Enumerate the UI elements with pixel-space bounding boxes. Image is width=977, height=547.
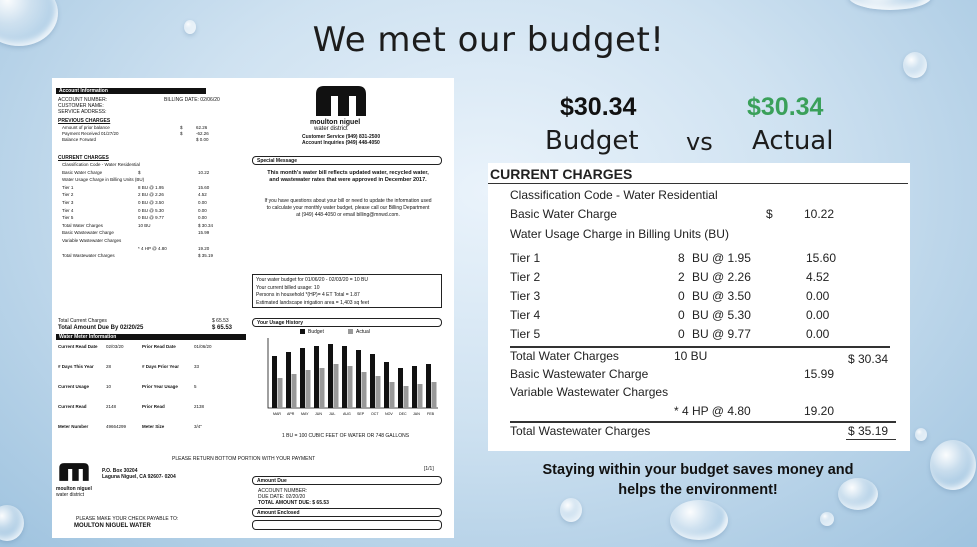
bill-cc-amount: 0.00 xyxy=(198,207,207,213)
tier-label: Tier 4 xyxy=(510,308,541,322)
meter-value: 02/03/20 xyxy=(106,344,124,349)
budget-line: Estimated landscape irrigation area = 1,403 sq feet xyxy=(256,299,369,306)
special-message-label: Special Message xyxy=(257,158,298,164)
bill-cc-label: Tier 1 xyxy=(62,184,74,190)
actual-bar xyxy=(404,386,409,408)
meter-label: Current Read xyxy=(58,404,87,409)
total-due-amount: $ 65.53 xyxy=(212,325,233,331)
current-charges-zoom xyxy=(488,163,910,451)
total-current-amount: $ 65.53 xyxy=(212,318,229,324)
tier-units: 0 xyxy=(678,327,685,341)
meter-info-header: Water Meter Information xyxy=(56,334,246,340)
meter-label: Current Read Date xyxy=(58,344,98,349)
bill-cc-amount: 0.00 xyxy=(198,215,207,221)
meter-label-2: Prior Year Usage xyxy=(142,384,178,389)
bill-cc-amount: 19.20 xyxy=(198,245,210,251)
footer-message xyxy=(488,460,908,500)
prev-row-label: Balance Forward xyxy=(62,137,97,142)
bill-cc-rate: 0 BU @ 9.77 xyxy=(138,215,164,221)
prev-row-currency: $ xyxy=(180,131,183,136)
meter-label-2: Meter Size xyxy=(142,424,165,429)
customer-name-label: CUSTOMER NAME: xyxy=(58,103,104,109)
budget-line: Your water budget for 01/06/20 - 02/03/20 = 10 BU xyxy=(256,277,368,283)
bill-cc-amount: 15.60 xyxy=(198,184,210,190)
total-water-units: 10 BU xyxy=(674,349,708,363)
month-tick: OCT xyxy=(371,412,379,416)
budget-line: Persons in household *(HP)= 4 ET Total = 1.87 xyxy=(256,292,360,298)
total-water-rule xyxy=(510,346,890,348)
tier-rate: BU @ 1.95 xyxy=(692,251,751,265)
amount-enclosed-box xyxy=(252,508,442,517)
page-indicator: [1/1] xyxy=(424,466,434,472)
variable-wastewater-label: Variable Wastewater Charges xyxy=(510,385,669,399)
actual-label: Actual xyxy=(752,126,834,156)
slide-title: We met our budget! xyxy=(312,20,665,60)
total-due-label: Total Amount Due By 02/20/25 xyxy=(58,325,144,331)
stub-logo-name: moulton niguel xyxy=(56,486,92,492)
previous-charges-header: PREVIOUS CHARGES xyxy=(58,118,111,124)
service-address-label: SERVICE ADDRESS: xyxy=(58,109,107,115)
vs-label: vs xyxy=(686,128,713,156)
amount-due-label: Amount Due xyxy=(257,478,287,484)
return-note: PLEASE RETURN BOTTOM PORTION WITH YOUR PAYMENT xyxy=(172,456,316,462)
account-info-header: Account Information xyxy=(56,88,206,94)
water-droplet xyxy=(0,505,24,541)
month-tick: JUN xyxy=(315,412,322,416)
tier-amount: 0.00 xyxy=(806,289,830,303)
bill-cc-label: Basic Wastewater Charge xyxy=(62,230,114,236)
bill-cc-label: Tier 5 xyxy=(62,215,74,221)
amount-enclosed-field xyxy=(252,520,442,530)
water-bill-scan xyxy=(52,78,454,538)
total-water-label: Total Water Charges xyxy=(510,349,619,363)
legend-budget-label: Budget xyxy=(308,329,324,335)
month-tick: SEP xyxy=(357,412,365,416)
meter-value: 49664299 xyxy=(106,424,127,429)
due-date: DUE DATE: 02/20/20 xyxy=(258,494,306,500)
water-droplet xyxy=(930,440,976,490)
prev-row-amount: -62.26 xyxy=(196,131,209,136)
total-wastewater-rule xyxy=(510,421,896,423)
amount-due-box xyxy=(252,476,442,485)
billing-date: BILLING DATE: 02/06/20 xyxy=(164,97,220,103)
actual-bar xyxy=(390,382,395,408)
tier-label: Tier 5 xyxy=(510,327,541,341)
actual-bar xyxy=(292,374,297,408)
logo-m-icon xyxy=(314,84,368,118)
month-tick: FEB xyxy=(427,412,434,416)
actual-legend-swatch xyxy=(348,329,353,334)
tier-amount: 15.60 xyxy=(806,251,837,265)
meter-value-2: 3/4" xyxy=(194,424,202,429)
payee-name: MOULTON NIGUEL WATER xyxy=(74,523,151,529)
bill-cc-amount: 0.00 xyxy=(198,200,207,205)
tier-amount: 0.00 xyxy=(806,327,830,341)
tier-amount: 0.00 xyxy=(806,308,830,322)
tier-rate: BU @ 2.26 xyxy=(692,270,751,284)
prev-row-currency: $ xyxy=(180,125,183,130)
variable-wastewater-amount: 19.20 xyxy=(804,404,835,418)
bill-cc-label: Water Usage Charge in Billing Units (BU) xyxy=(62,177,145,183)
water-droplet xyxy=(915,428,927,441)
actual-bar xyxy=(432,382,437,408)
special-message-body: If you have questions about your bill or need to update the information used to calculate your monthly water budget, please call our Billing Department at (949) 448-4050 or email billing@mnwd.com. xyxy=(264,198,432,218)
meter-value: 10 xyxy=(106,384,112,389)
meter-label: Current Usage xyxy=(58,384,90,389)
water-droplet xyxy=(560,498,582,522)
total-wastewater-underline xyxy=(846,439,896,440)
meter-label: # Days This Year xyxy=(58,364,94,369)
stub-logo-m-icon xyxy=(58,462,90,482)
tier-units: 8 xyxy=(678,251,685,265)
actual-bar xyxy=(362,372,367,408)
bill-cc-label: Tier 2 xyxy=(62,192,74,198)
bill-cc-rate: 0 BU @ 5.30 xyxy=(138,207,164,213)
tier-units: 2 xyxy=(678,270,685,284)
meter-label-2: Prior Read xyxy=(142,404,165,409)
meter-value-2: 01/06/20 xyxy=(194,344,212,349)
variable-wastewater-detail: * 4 HP @ 4.80 xyxy=(674,404,751,418)
bill-cc-label: Tier 3 xyxy=(62,200,74,205)
tier-rate: BU @ 3.50 xyxy=(692,289,751,303)
special-message-bold: This month's water bill reflects updated water, recycled water, and wastewater rates that were approved in December 2017. xyxy=(267,170,429,183)
bill-cc-amount: $ 35.19 xyxy=(198,253,214,259)
tier-label: Tier 2 xyxy=(510,270,541,284)
footer-line-1: Staying within your budget saves money and xyxy=(542,462,854,478)
usage-history-chart xyxy=(258,336,440,418)
actual-bar xyxy=(320,368,325,408)
budget-bar xyxy=(412,366,417,408)
header-rule xyxy=(488,183,908,184)
budget-bar xyxy=(272,356,277,408)
meter-value: 28 xyxy=(106,364,112,369)
budget-bar xyxy=(370,354,375,408)
po-city: Laguna Niguel, CA 92607- 0204 xyxy=(102,474,176,480)
month-tick: AUG xyxy=(343,412,351,416)
bill-cc-rate: $ xyxy=(138,169,141,175)
bill-cc-rate: 8 BU @ 1.95 xyxy=(138,184,164,190)
tier-label: Tier 3 xyxy=(510,289,541,303)
po-box: P.O. Box 30204 xyxy=(102,468,138,474)
bill-cc-label: Classification Code - Water Residential xyxy=(62,162,140,167)
customer-service: Customer Service (949) 831-2500 xyxy=(302,134,381,140)
bill-current-charges-header: CURRENT CHARGES xyxy=(58,155,109,161)
usage-history-box xyxy=(252,318,442,327)
tier-rate: BU @ 5.30 xyxy=(692,308,751,322)
bill-cc-label: Total Water Charges xyxy=(62,222,103,228)
total-water-amount: $ 30.34 xyxy=(848,352,889,366)
water-droplet xyxy=(670,500,728,540)
prev-row-amount: $ 0.00 xyxy=(196,137,209,142)
bill-cc-label: Total Wastewater Charges xyxy=(62,253,115,259)
month-tick: MAR xyxy=(273,412,281,416)
basic-water-amount: 10.22 xyxy=(804,207,835,221)
actual-bar xyxy=(334,364,339,408)
bill-cc-rate: 0 BU @ 3.50 xyxy=(138,200,164,205)
account-inquiries: Account Inquiries (949) 448-4050 xyxy=(302,140,380,146)
month-tick: JAN xyxy=(413,412,420,416)
meter-label-2: Prior Read Date xyxy=(142,344,176,349)
budget-label: Budget xyxy=(545,126,639,156)
bill-cc-label: Tier 4 xyxy=(62,207,74,213)
account-number-label: ACCOUNT NUMBER: xyxy=(58,97,108,103)
meter-value: 2148 xyxy=(106,404,117,409)
basic-water-label: Basic Water Charge xyxy=(510,207,617,221)
tier-amount: 4.52 xyxy=(806,270,830,284)
due-account-label: ACCOUNT NUMBER: xyxy=(258,488,308,494)
actual-bar xyxy=(306,370,311,408)
prev-row-label: Payment Received 01/27/20 xyxy=(62,131,119,136)
prev-row-amount: 62.26 xyxy=(196,125,208,130)
wastewater-amount: 15.99 xyxy=(804,367,835,381)
month-tick: APR xyxy=(287,412,295,416)
bill-cc-amount: 15.99 xyxy=(198,230,210,236)
logo-name: moulton niguel xyxy=(310,119,361,126)
actual-value: $30.34 xyxy=(747,93,824,121)
bill-cc-label: Variable Wastewater Charges xyxy=(62,238,122,243)
budget-bar xyxy=(286,352,291,408)
tier-units: 0 xyxy=(678,308,685,322)
meter-label: Meter Number xyxy=(58,424,89,429)
budget-line: Your current billed usage: 10 xyxy=(256,284,320,291)
budget-bar xyxy=(356,350,361,408)
budget-bar xyxy=(384,362,389,408)
month-tick: MAY xyxy=(301,412,309,416)
budget-bar xyxy=(342,346,347,408)
meter-value-2: 2138 xyxy=(194,404,205,409)
month-tick: NOV xyxy=(385,412,393,416)
usage-charge-label: Water Usage Charge in Billing Units (BU) xyxy=(510,227,729,241)
due-total: TOTAL AMOUNT DUE: $ 65.53 xyxy=(258,500,329,506)
current-charges-header: CURRENT CHARGES xyxy=(490,166,633,182)
stub-logo xyxy=(58,462,88,482)
stub-logo-sub: water district xyxy=(56,492,85,498)
bu-note: 1 BU = 100 CUBIC FEET OF WATER OR 748 GALLONS xyxy=(282,433,410,439)
meter-value-2: 33 xyxy=(194,364,200,369)
month-tick: JUL xyxy=(329,412,336,416)
bill-cc-rate: 2 BU @ 2.26 xyxy=(138,192,164,198)
budget-value: $30.34 xyxy=(560,93,637,121)
bill-cc-label: Basic Water Charge xyxy=(62,169,103,175)
bill-cc-amount: 10.22 xyxy=(198,169,210,175)
wastewater-label: Basic Wastewater Charge xyxy=(510,367,649,381)
special-message-box xyxy=(252,156,442,165)
month-tick: DEC xyxy=(399,412,407,416)
payable-note: PLEASE MAKE YOUR CHECK PAYABLE TO: xyxy=(76,516,179,522)
actual-bar xyxy=(418,384,423,408)
classification-code: Classification Code - Water Residential xyxy=(510,188,718,202)
budget-bar xyxy=(300,348,305,408)
moulton-niguel-logo xyxy=(314,84,368,120)
total-current-label: Total Current Charges xyxy=(58,318,107,324)
budget-bar xyxy=(426,364,431,408)
total-wastewater-label: Total Wastewater Charges xyxy=(510,424,651,438)
actual-bar xyxy=(348,366,353,408)
bill-cc-rate: 10 BU xyxy=(138,222,151,228)
budget-bar xyxy=(398,368,403,408)
bill-cc-amount: 4.52 xyxy=(198,192,207,198)
budget-info-box xyxy=(252,274,442,308)
actual-bar xyxy=(278,378,283,408)
bill-cc-rate: * 4 HP @ 4.80 xyxy=(138,245,167,251)
tier-label: Tier 1 xyxy=(510,251,541,265)
amount-enclosed-label: Amount Enclosed xyxy=(257,510,300,516)
usage-history-label: Your Usage History xyxy=(257,320,304,326)
tier-units: 0 xyxy=(678,289,685,303)
meter-value-2: 5 xyxy=(194,384,197,389)
total-wastewater-amount: $ 35.19 xyxy=(848,424,889,438)
legend-actual-label: Actual xyxy=(356,329,370,335)
water-droplet xyxy=(848,0,932,10)
actual-bar xyxy=(376,376,381,408)
budget-bar xyxy=(314,346,319,408)
prev-row-label: Amount of prior balance xyxy=(62,125,110,130)
basic-water-currency: $ xyxy=(766,207,773,221)
budget-legend-swatch xyxy=(300,329,305,334)
tier-rate: BU @ 9.77 xyxy=(692,327,751,341)
logo-sub: water district xyxy=(314,126,348,132)
bill-cc-amount: $ 30.34 xyxy=(198,222,214,228)
budget-bar xyxy=(328,344,333,408)
footer-line-2: helps the environment! xyxy=(618,482,778,498)
water-droplet xyxy=(820,512,834,526)
meter-label-2: # Days Prior Year xyxy=(142,364,179,369)
